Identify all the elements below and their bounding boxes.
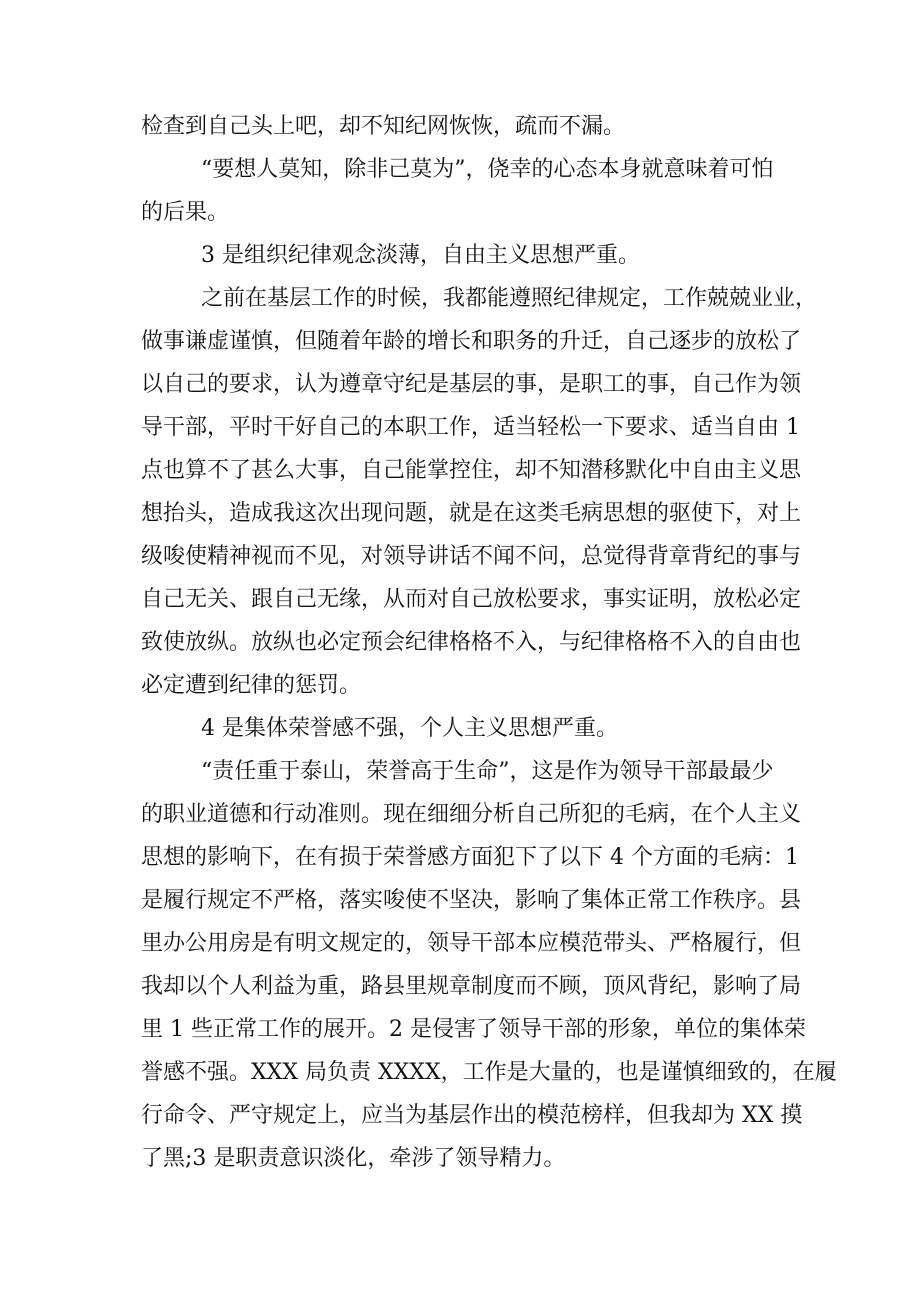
text-line: 我却以个人利益为重，路县里规章制度而不顾，顶风背纪，影响了局 — [141, 974, 802, 999]
text-line: 的职业道德和行动准则。现在细细分析自己所犯的毛病，在个人主义 — [141, 802, 802, 827]
text-line: 自己无关、跟自己无缘，从而对自己放松要求，事实证明，放松必定 — [141, 587, 802, 612]
text-line: 的后果。 — [141, 200, 230, 225]
text-line: 誉感不强。XXX 局负责 XXXX，工作是大量的，也是谨慎细致的，在履 — [141, 1060, 837, 1085]
text-line: 以自己的要求，认为遵章守纪是基层的事，是职工的事，自己作为领 — [141, 372, 802, 397]
text-line: 想抬头，造成我这次出现问题，就是在这类毛病思想的驱使下，对上 — [141, 501, 802, 526]
text-line: 3 是组织纪律观念淡薄，自由主义思想严重。 — [201, 243, 640, 268]
text-line: 致使放纵。放纵也必定预会纪律格格不入，与纪律格格不入的自由也 — [141, 630, 802, 655]
text-line: “要想人莫知，除非己莫为”，侥幸的心态本身就意味着可怕 — [201, 157, 774, 182]
text-line: 行命令、严守规定上，应当为基层作出的模范榜样，但我却为 XX 摸 — [141, 1103, 803, 1128]
text-line: 里 1 些正常工作的展开。2 是侵害了领导干部的形象，单位的集体荣 — [141, 1017, 806, 1042]
text-line: 做事谦虚谨慎，但随着年龄的增长和职务的升迁，自己逐步的放松了 — [141, 329, 802, 354]
text-line: 必定遭到纪律的惩罚。 — [141, 673, 362, 698]
text-line: 4 是集体荣誉感不强，个人主义思想严重。 — [201, 716, 618, 741]
text-line: 里办公用房是有明文规定的，领导干部本应模范带头、严格履行，但 — [141, 931, 802, 956]
text-line: 导干部，平时干好自己的本职工作，适当轻松一下要求、适当自由 1 — [141, 415, 800, 440]
text-line: 之前在基层工作的时候，我都能遵照纪律规定，工作兢兢业业， — [201, 286, 818, 311]
text-line: 级唆使精神视而不见，对领导讲话不闻不问，总觉得背章背纪的事与 — [141, 544, 802, 569]
text-line: “责任重于泰山，荣誉高于生命”，这是作为领导干部最最少 — [201, 759, 774, 784]
text-line: 是履行规定不严格，落实唆使不坚决，影响了集体正常工作秩序。县 — [141, 888, 802, 913]
text-line: 检查到自己头上吧，却不知纪网恢恢，疏而不漏。 — [141, 114, 626, 139]
text-line: 点也算不了甚么大事，自己能掌控住，却不知潜移默化中自由主义思 — [141, 458, 802, 483]
text-line: 了黑;3 是职责意识淡化，牵涉了领导精力。 — [141, 1146, 566, 1171]
text-line: 思想的影响下，在有损于荣誉感方面犯下了以下 4 个方面的毛病：1 — [141, 845, 799, 870]
